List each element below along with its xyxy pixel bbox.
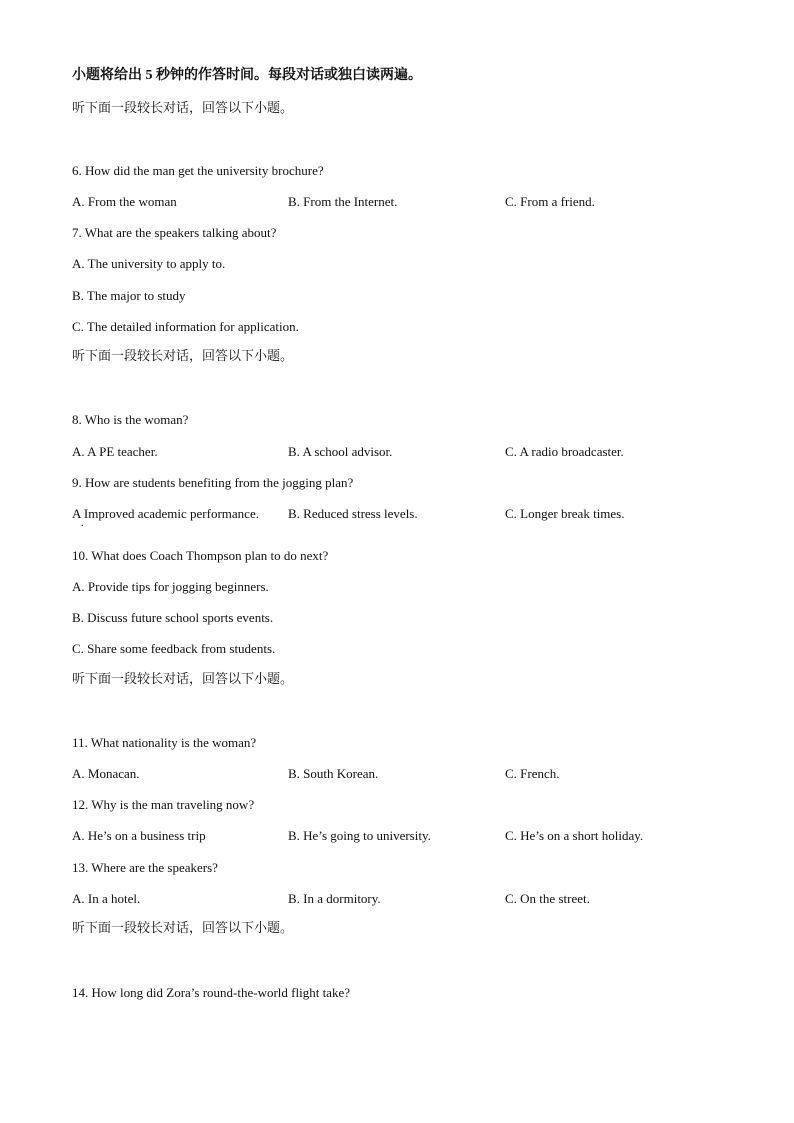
question-13: 13. Where are the speakers? [72, 860, 218, 875]
option-c: C. Share some feedback from students. [72, 641, 276, 656]
instruction-1: 听下面一段较长对话，回答以下小题。 [72, 101, 294, 116]
option-b: B. South Korean. [288, 766, 379, 781]
question-11-options [72, 766, 732, 782]
question-12: 12. Why is the man traveling now? [72, 797, 255, 812]
question-13-options [72, 891, 732, 907]
stray-period-mark: . [81, 518, 84, 529]
instruction-3: 听下面一段较长对话，回答以下小题。 [72, 672, 294, 687]
question-11: 11. What nationality is the woman? [72, 735, 257, 750]
option-c: C. On the street. [505, 891, 590, 906]
question-9: 9. How are students benefiting from the jogging plan? [72, 475, 354, 490]
option-a: A. From the woman [72, 194, 177, 209]
option-c: C. He’s on a short holiday. [505, 828, 644, 843]
instruction-2: 听下面一段较长对话，回答以下小题。 [72, 349, 294, 364]
question-9-options [72, 506, 732, 522]
option-b: B. From the Internet. [288, 194, 398, 209]
option-b: B. In a dormitory. [288, 891, 381, 906]
option-a: A. Provide tips for jogging beginners. [72, 579, 269, 594]
question-6: 6. How did the man get the university brochure? [72, 163, 324, 178]
option-c: C. The detailed information for application. [72, 319, 299, 334]
question-6-options [72, 194, 732, 210]
question-8: 8. Who is the woman? [72, 412, 189, 427]
option-a: A. He’s on a business trip [72, 828, 206, 843]
option-a: A. In a hotel. [72, 891, 141, 906]
option-a: A. Monacan. [72, 766, 140, 781]
option-a: A. A PE teacher. [72, 444, 158, 459]
option-a: A Improved academic performance. [72, 506, 259, 521]
option-b: B. He’s going to university. [288, 828, 431, 843]
option-c: C. Longer break times. [505, 506, 625, 521]
section-intro: 小题将给出 5 秒钟的作答时间。每段对话或独白读两遍。 [72, 68, 422, 83]
option-c: C. A radio broadcaster. [505, 444, 624, 459]
question-7: 7. What are the speakers talking about? [72, 225, 277, 240]
option-c: C. From a friend. [505, 194, 595, 209]
question-14: 14. How long did Zora’s round-the-world flight take? [72, 985, 350, 1000]
option-b: B. A school advisor. [288, 444, 393, 459]
instruction-4: 听下面一段较长对话，回答以下小题。 [72, 921, 294, 936]
option-b: B. The major to study [72, 288, 186, 303]
question-8-options [72, 444, 732, 460]
option-b: B. Reduced stress levels. [288, 506, 418, 521]
question-10: 10. What does Coach Thompson plan to do next? [72, 548, 329, 563]
option-c: C. French. [505, 766, 560, 781]
option-b: B. Discuss future school sports events. [72, 610, 274, 625]
option-a: A. The university to apply to. [72, 256, 226, 271]
question-12-options [72, 828, 732, 844]
